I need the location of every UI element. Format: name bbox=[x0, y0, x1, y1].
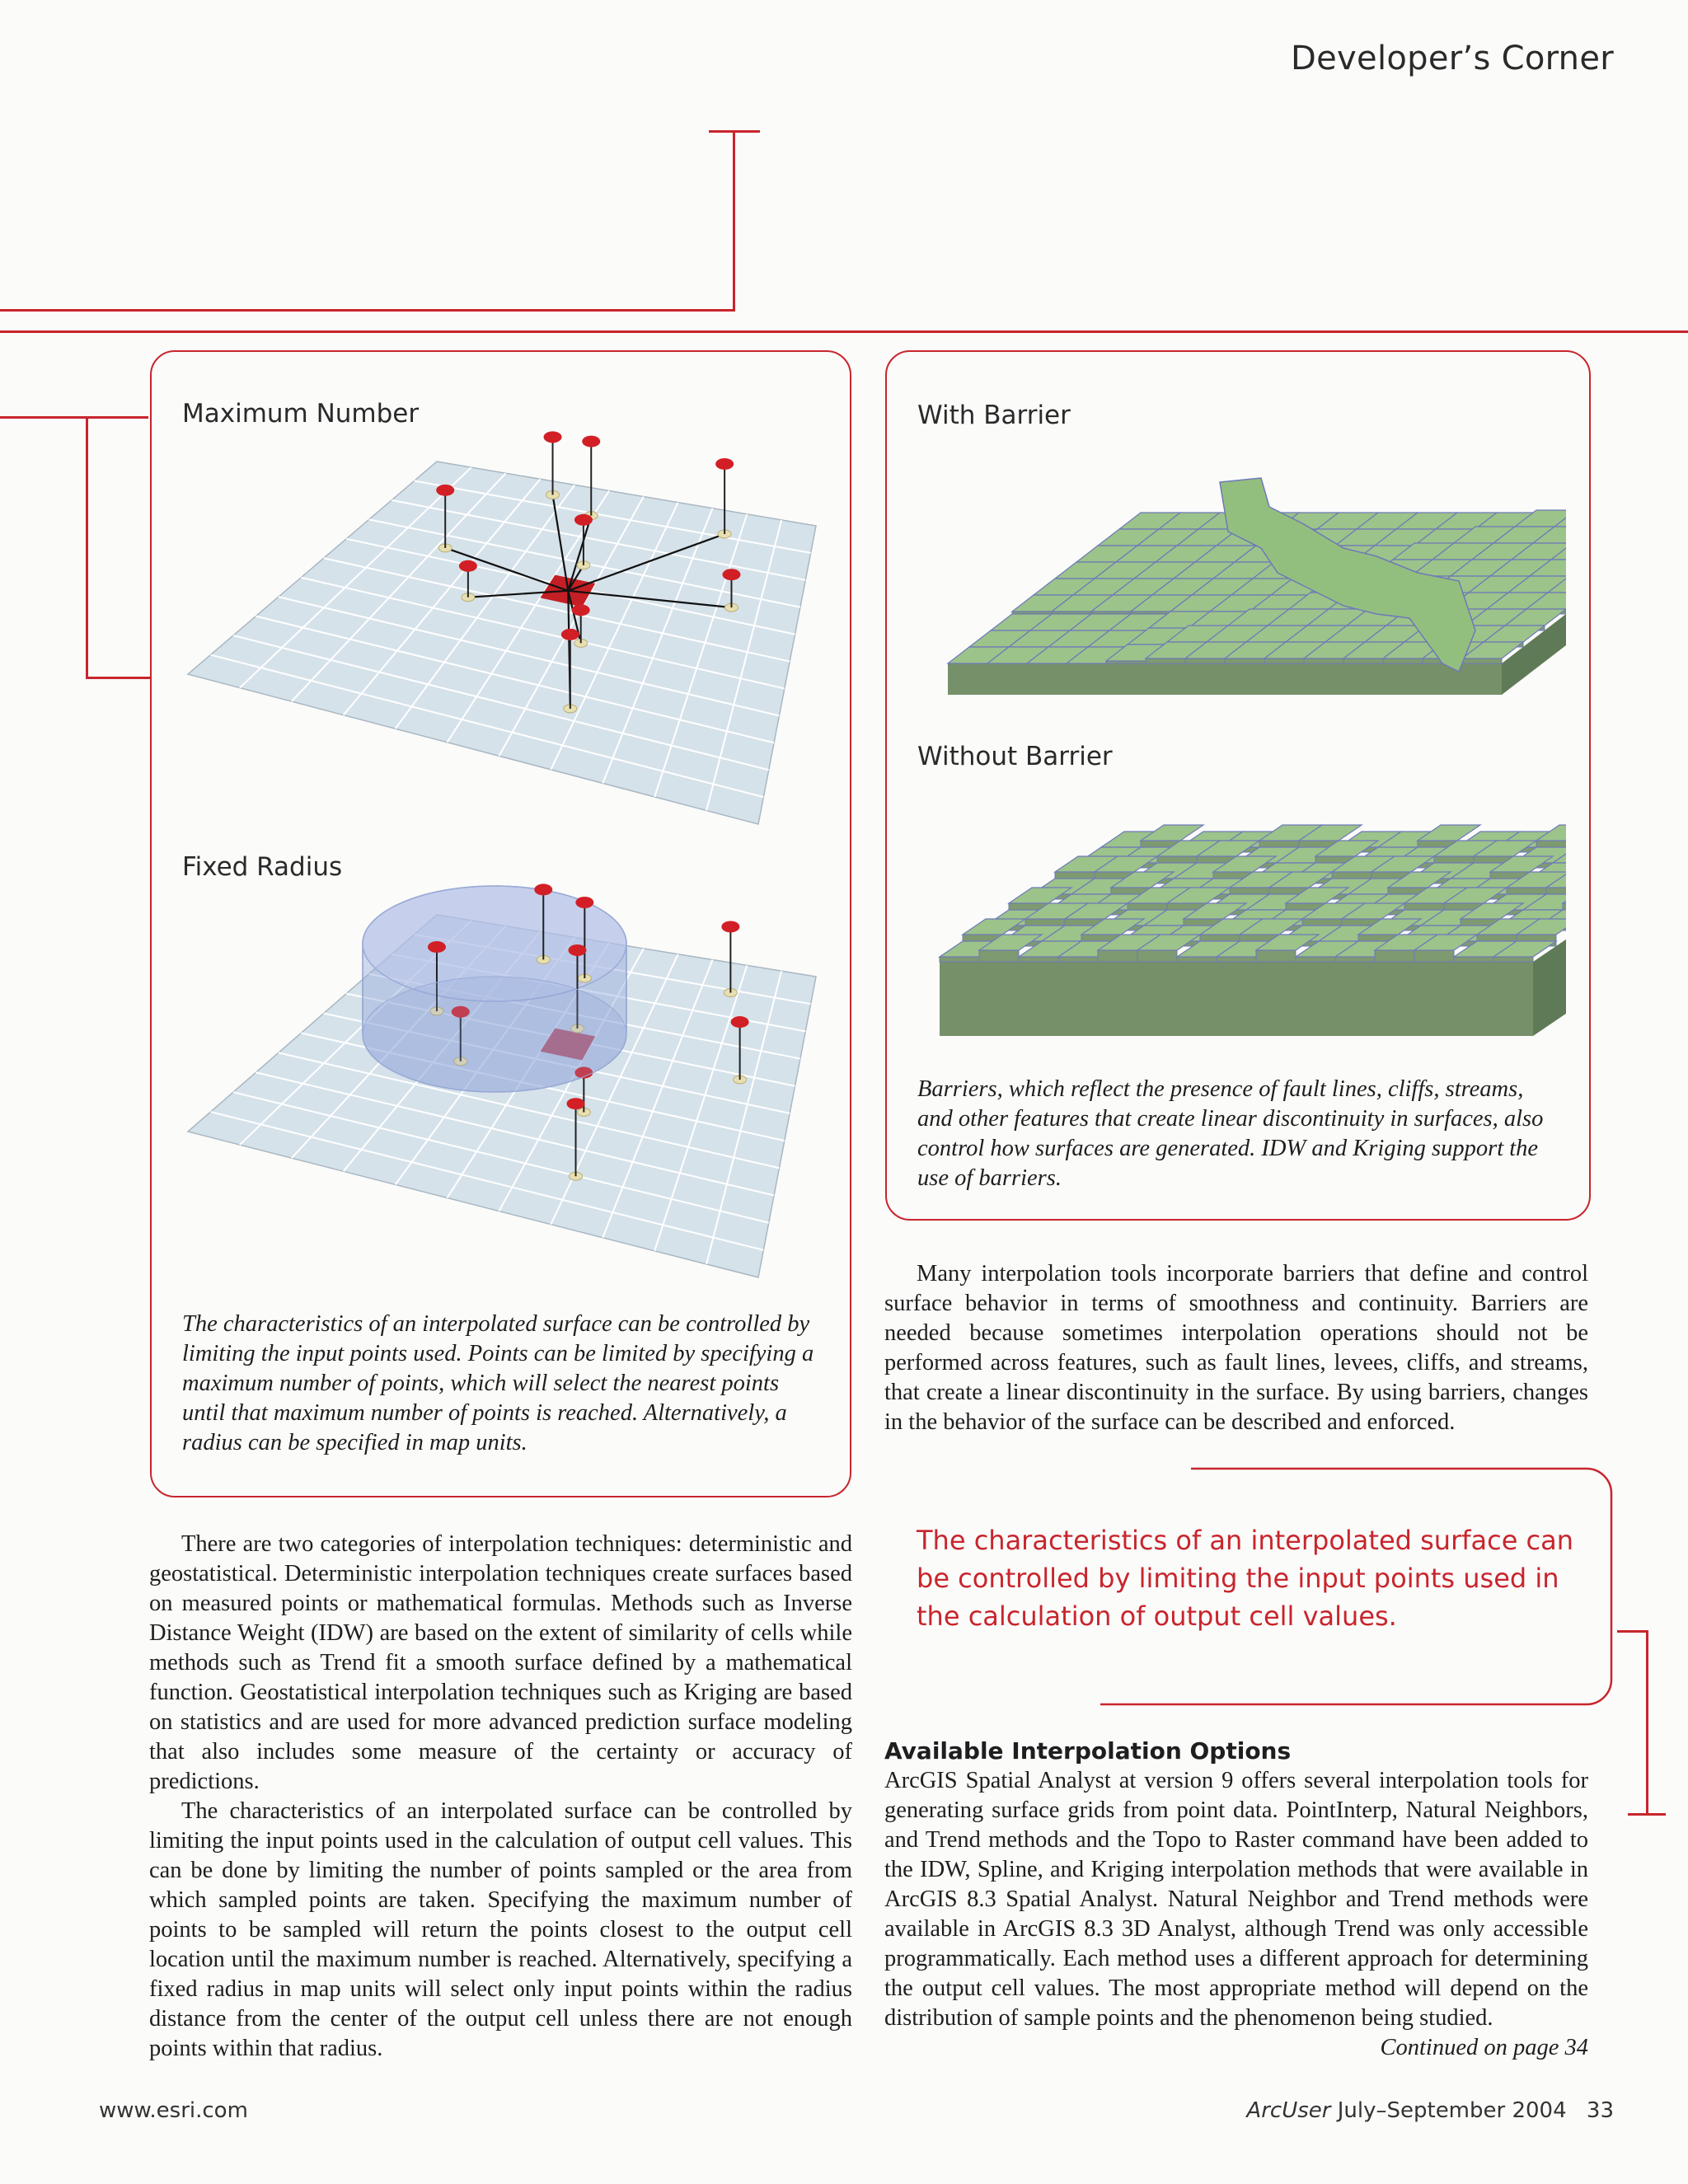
right-figure-caption: Barriers, which reflect the presence of fault lines, cliffs, streams, and other features that create linear discontinuity in surfaces, also control how surfaces are generated. IDW and Kriging support the use of barriers. bbox=[917, 1076, 1544, 1191]
terrain-cell-side bbox=[1493, 957, 1533, 962]
terrain-front-face bbox=[948, 663, 1502, 695]
grid-plane bbox=[188, 462, 816, 824]
fixed-radius-illustration bbox=[165, 869, 832, 1298]
terrain-cell-side bbox=[1343, 658, 1383, 663]
terrain-cell-side bbox=[1264, 658, 1304, 663]
footer-page-number: 33 bbox=[1586, 2098, 1614, 2123]
with-barrier-illustration bbox=[915, 457, 1566, 733]
figure-label-fixed-radius: Fixed Radius bbox=[182, 852, 343, 882]
left-figure-caption: The characteristics of an interpolated surface can be controlled by limiting the input points used. Points can be limited by specifying a maximum number of points, which will select the nearest points until that maximum number of points is reached. Alternatively, a radius can be specified in map units. bbox=[182, 1311, 814, 1455]
sample-point-head bbox=[574, 514, 593, 526]
sample-point-head bbox=[722, 569, 740, 580]
without-barrier-illustration bbox=[915, 787, 1566, 1051]
terrain-cell-side bbox=[1462, 658, 1502, 663]
footer-website: www.esri.com bbox=[99, 2098, 248, 2123]
terrain-cell-side bbox=[1137, 950, 1177, 962]
terrain-cell-side bbox=[1335, 957, 1375, 962]
sample-point-head bbox=[544, 431, 562, 443]
terrain-cell-side bbox=[1256, 950, 1296, 962]
section-title: Developer’s Corner bbox=[1291, 40, 1614, 77]
figure-label-with-barrier: With Barrier bbox=[917, 401, 1071, 430]
footer-issue: July–September 2004 bbox=[1337, 2098, 1567, 2123]
footer-issue-line bbox=[1246, 2098, 1614, 2123]
terrain-cell-side bbox=[979, 950, 1019, 962]
paragraph-interpolation-options: ArcGIS Spatial Analyst at version 9 offers several interpolation tools for generating surface grids from point data. PointInterp, Natural Neighbors, and Trend methods and the Topo to Raster command have been added to the IDW, Spline, and Kriging interpolation methods that were available in ArcGIS 8.3 Spatial Analyst. Natural Neighbor and Trend methods were available in ArcGIS 8.3 3D Analyst, although Trend was only accessible programmatically. Each method uses a different approach for determining the output cell values. The most appropriate method will depend on the distribution of sample points and the phenomenon being studied. bbox=[884, 1768, 1588, 2031]
terrain-cell-side bbox=[1375, 950, 1414, 962]
sample-point-head bbox=[568, 944, 586, 956]
figure-label-maximum-number: Maximum Number bbox=[182, 399, 420, 429]
sample-point-head bbox=[436, 485, 454, 496]
terrain-cell-side bbox=[1058, 957, 1098, 962]
paragraph-interpolation-categories: There are two categories of interpolation techniques: deterministic and geostatistical. Deterministic interpolation techniques create surfaces based on measured points or mathematical formulas. Methods such as Inverse Distance Weight (IDW) are based on the extent of similarity of cells while methods such as Trend fit a smooth surface defined by a mathematical function. Geostatistical interpolation techniques such as Kriging are based on statistics and are used for more advanced prediction surface modeling that also includes some measure of the certainty or accuracy of predictions. bbox=[149, 1531, 852, 1794]
terrain-cell-side bbox=[1414, 950, 1454, 962]
terrain-cell-side bbox=[1019, 957, 1058, 962]
sample-point-head bbox=[715, 458, 734, 470]
terrain-cell-side bbox=[1217, 957, 1256, 962]
terrain-cell-side bbox=[1383, 658, 1423, 663]
sample-point-head bbox=[561, 629, 579, 640]
pull-quote: The characteristics of an interpolated surface can be controlled by limiting the input points used in the calculation of output cell values. bbox=[917, 1525, 1574, 1632]
left-column-body bbox=[149, 1530, 852, 2064]
right-column-intro bbox=[884, 1259, 1588, 1437]
sample-point-head bbox=[721, 921, 739, 932]
terrain-cell-side bbox=[1146, 658, 1185, 663]
footer-magazine: ArcUser bbox=[1246, 2098, 1331, 2123]
section-heading: Available Interpolation Options bbox=[884, 1737, 1292, 1765]
terrain-cell-side bbox=[1177, 957, 1217, 962]
sample-point-head bbox=[567, 1098, 585, 1109]
terrain-cell-side bbox=[940, 957, 979, 962]
terrain-cell-side bbox=[1225, 658, 1264, 663]
terrain-cell-side bbox=[1296, 957, 1335, 962]
paragraph-barriers: Many interpolation tools incorporate barriers that define and control surface behavior in terms of smoothness and continuity. Barriers are needed because sometimes interpolation operations should not be performed across features, such as fault lines, levees, cliffs, and streams, that create a linear discontinuity in the surface. By using barriers, changes in the behavior of the surface can be described and enforced. bbox=[884, 1261, 1588, 1435]
terrain-cell-side bbox=[1098, 950, 1137, 962]
terrain-cell-side bbox=[1304, 658, 1343, 663]
sample-point-head bbox=[575, 897, 593, 908]
paragraph-limiting-points: The characteristics of an interpolated surface can be controlled by limiting the input points used in the calculation of output cell values. This can be done by limiting the number of points sampled or the area from which sampled points are taken. Specifying the maximum number of points to be sampled will return the points closest to the output cell location until the maximum number is reached. Alternatively, specifying a fixed radius in map units will select only input points within the radius distance from the center of the output cell unless there are not enough points within that radius. bbox=[149, 1798, 852, 2061]
sample-point-head bbox=[534, 883, 552, 895]
continued-note: Continued on page 34 bbox=[1380, 2035, 1588, 2060]
sample-point-head bbox=[572, 604, 590, 616]
sample-point-head bbox=[582, 436, 600, 448]
terrain-cell-side bbox=[1185, 658, 1225, 663]
radius-cylinder-base bbox=[363, 977, 626, 1092]
terrain-cell-side bbox=[1454, 957, 1493, 962]
right-column-options bbox=[884, 1736, 1588, 2063]
maximum-number-illustration bbox=[165, 429, 832, 849]
sample-point-head bbox=[428, 941, 446, 953]
terrain-front-face bbox=[940, 962, 1533, 1036]
sample-point-head bbox=[731, 1016, 749, 1028]
sample-point-head bbox=[459, 560, 477, 572]
figure-label-without-barrier: Without Barrier bbox=[917, 742, 1113, 771]
